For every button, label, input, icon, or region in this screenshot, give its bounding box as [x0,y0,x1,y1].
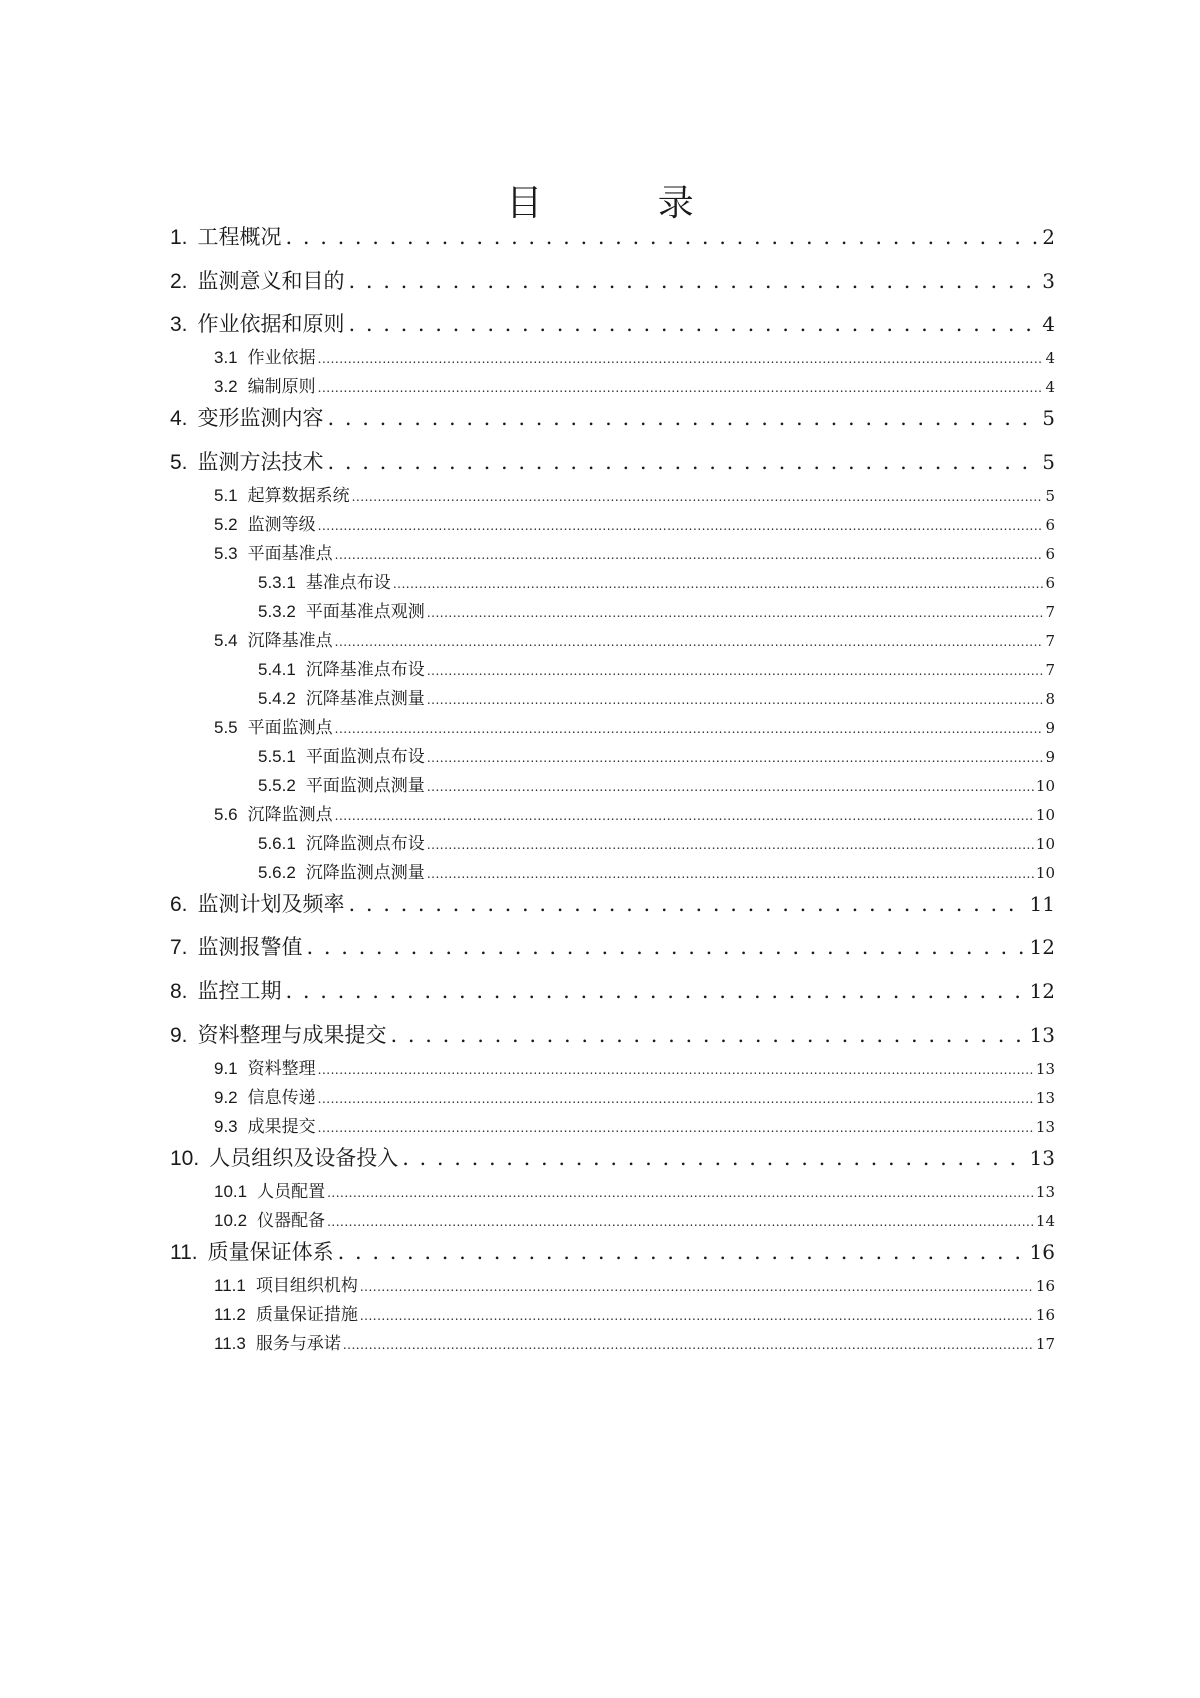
toc-entry-title: 沉降监测点布设 [305,833,425,854]
toc-entry[interactable] [170,773,1055,799]
toc-entry-title: 沉降监测点测量 [305,862,425,883]
toc-entry-title: 作业依据和原则 [197,312,345,337]
toc-entry-title: 作业依据 [247,348,316,369]
toc-entry[interactable] [170,308,1055,340]
toc-entry-title: 沉降监测点 [247,804,333,825]
toc-entry-page-number: 16 [1035,1305,1055,1324]
toc-entry-title: 质量保证措施 [255,1304,358,1325]
toc-entry-page-number: 16 [1035,1276,1055,1295]
toc-entry-number: 3. [170,313,188,337]
toc-entry-number: 11.1 [214,1275,246,1295]
toc-entry-title: 资料整理与成果提交 [197,1022,387,1047]
toc-entry-number: 5.6.2 [258,862,296,882]
toc-dot-leader [427,657,1044,684]
toc-entry-title: 平面基准点观测 [305,601,425,622]
toc-entry-number: 11. [170,1240,198,1264]
toc-entry[interactable] [170,1085,1055,1111]
toc-entry-number: 5.3.2 [258,601,296,621]
toc-entry-page-number: 3 [1042,268,1055,293]
toc-dot-leader [286,221,1039,253]
toc-entry-number: 5. [170,450,188,474]
toc-entry-page-number: 10 [1035,863,1055,882]
toc-dot-leader [427,744,1044,771]
toc-entry-number: 5.5.1 [258,746,296,766]
toc-entry[interactable] [170,1302,1055,1328]
toc-dot-leader [318,1056,1034,1083]
toc-dot-leader [349,265,1039,297]
toc-entry-number: 9.3 [214,1116,238,1136]
toc-entry-title: 监测报警值 [197,935,303,960]
toc-entry-page-number: 17 [1035,1334,1055,1353]
toc-entry-page-number: 11 [1029,891,1055,916]
toc-entry-page-number: 12 [1029,979,1055,1003]
toc-dot-leader [335,802,1034,829]
toc-dot-leader [318,1114,1034,1141]
toc-entry-page-number: 13 [1035,1088,1055,1107]
toc-entry-title: 信息传递 [247,1087,316,1108]
toc-entry-page-number: 6 [1045,544,1055,563]
toc-entry-page-number: 4 [1045,349,1055,368]
toc-entry-number: 11.2 [214,1304,246,1324]
toc-dot-leader [327,1179,1034,1206]
toc-dot-leader [343,1331,1034,1358]
toc-dot-leader [307,931,1026,963]
toc-entry[interactable] [170,931,1055,963]
toc-entry[interactable] [170,345,1055,371]
toc-entry-page-number: 13 [1035,1059,1055,1078]
toc-dot-leader [427,686,1044,713]
toc-entry-page-number: 9 [1045,718,1055,737]
toc-entry-number: 5.4.1 [258,659,296,679]
toc-dot-leader [427,831,1034,858]
toc-dot-leader [360,1273,1034,1300]
toc-entry-number: 5.4 [214,630,238,650]
toc-dot-leader [335,715,1044,742]
toc-entry-number: 5.5 [214,717,238,737]
toc-entry-number: 1. [170,226,188,249]
toc-entry-number: 10.1 [214,1181,248,1201]
toc-entry[interactable] [170,446,1055,478]
toc-entry[interactable] [170,1236,1055,1268]
toc-entry-title: 平面监测点测量 [305,775,425,796]
toc-entry[interactable] [170,657,1055,683]
toc-entry[interactable] [170,802,1055,828]
toc-entry-page-number: 6 [1045,515,1055,534]
toc-entry-title: 项目组织机构 [255,1275,358,1296]
toc-dot-leader [427,773,1034,800]
toc-entry[interactable] [170,512,1055,538]
toc-entry-title: 平面基准点 [247,543,333,564]
toc-entry[interactable] [170,831,1055,857]
toc-entry-number: 8. [170,980,188,1003]
toc-entry-number: 5.6.1 [258,833,296,853]
toc-entry-title: 沉降基准点测量 [305,688,425,709]
toc-entry[interactable] [170,265,1055,297]
toc-dot-leader [335,628,1044,655]
toc-dot-leader [318,345,1044,372]
toc-entry[interactable] [170,1208,1055,1234]
toc-entry[interactable] [170,483,1055,509]
toc-entry-number: 5.1 [214,485,238,505]
toc-entry-title: 质量保证体系 [207,1239,334,1264]
toc-entry-page-number: 8 [1045,689,1055,708]
toc-entry-number: 5.3 [214,543,238,563]
toc-dot-leader [328,402,1039,434]
toc-entry-number: 5.3.1 [258,572,296,592]
toc-entry-title: 成果提交 [247,1116,316,1137]
toc-entry[interactable] [170,1114,1055,1140]
toc-entry[interactable] [170,1331,1055,1357]
toc-entry-page-number: 12 [1029,935,1055,960]
toc-dot-leader [360,1302,1034,1329]
toc-entry-title: 人员组织及设备投入 [209,1145,399,1170]
toc-entry-page-number: 4 [1045,378,1055,397]
toc-entry[interactable] [170,570,1055,596]
toc-dot-leader [391,1019,1026,1051]
toc-entry[interactable] [170,888,1055,920]
toc-entry-number: 6. [170,892,188,916]
toc-dot-leader [427,599,1044,626]
toc-dot-leader [352,483,1044,510]
toc-dot-leader [327,1208,1034,1235]
toc-entry-page-number: 13 [1035,1182,1055,1201]
toc-entry-number: 9.1 [214,1058,238,1078]
toc-entry[interactable] [170,686,1055,712]
toc-entry[interactable] [170,1019,1055,1051]
toc-entry-page-number: 7 [1045,660,1055,679]
toc-entry-page-number: 4 [1042,312,1055,337]
toc-entry-number: 5.4.2 [258,688,296,708]
toc-entry-title: 变形监测内容 [197,406,324,431]
toc-entry[interactable] [170,221,1055,253]
toc-dot-leader [427,860,1034,887]
toc-entry-page-number: 2 [1042,225,1055,249]
toc-entry-title: 监控工期 [197,979,282,1003]
toc-entry-title: 监测计划及频率 [197,891,345,916]
toc-entry-page-number: 13 [1029,1145,1055,1170]
toc-entry-page-number: 14 [1035,1211,1055,1230]
toc-entry-number: 5.5.2 [258,775,296,795]
toc-entry-title: 服务与承诺 [255,1333,341,1354]
toc-dot-leader [335,541,1044,568]
toc-entry[interactable] [170,975,1055,1007]
toc-entry-title: 编制原则 [247,377,316,398]
toc-entry-number: 5.6 [214,804,238,824]
toc-entry[interactable] [170,1056,1055,1082]
toc-entry-title: 监测等级 [247,514,316,535]
toc-entry-page-number: 10 [1035,805,1055,824]
toc-entry-title: 沉降基准点 [247,630,333,651]
toc-entry-number: 2. [170,269,188,293]
page-title: 目 录 [506,183,746,224]
toc-entry-page-number: 7 [1045,631,1055,650]
toc-entry-title: 工程概况 [197,225,282,249]
toc-dot-leader [402,1142,1025,1174]
toc-dot-leader [318,374,1044,401]
toc-entry[interactable] [170,744,1055,770]
toc-entry-title: 起算数据系统 [247,485,350,506]
toc-entry-page-number: 5 [1045,486,1055,505]
toc-entry-page-number: 16 [1029,1239,1055,1264]
toc-entry[interactable] [170,628,1055,654]
toc-dot-leader [286,975,1026,1007]
toc-entry[interactable] [170,1273,1055,1299]
toc-entry[interactable] [170,860,1055,886]
toc-entry[interactable] [170,374,1055,400]
toc-entry-page-number: 10 [1035,776,1055,795]
toc-dot-leader [318,512,1044,539]
toc-dot-leader [349,308,1039,340]
toc-entry-title: 仪器配备 [257,1210,326,1231]
toc-entry-title: 人员配置 [257,1181,326,1202]
toc-entry-page-number: 5 [1042,449,1055,474]
toc-entry-title: 平面监测点布设 [305,746,425,767]
toc-entry[interactable] [170,599,1055,625]
toc-entry-number: 9. [170,1023,188,1047]
toc-entry-page-number: 7 [1045,602,1055,621]
toc-entry-number: 11.3 [214,1333,246,1353]
toc-entry[interactable] [170,1179,1055,1205]
toc-entry[interactable] [170,715,1055,741]
toc-entry-page-number: 6 [1045,573,1055,592]
toc-dot-leader [349,888,1026,920]
toc-entry-page-number: 5 [1042,406,1055,431]
toc-dot-leader [318,1085,1034,1112]
toc-dot-leader [338,1236,1026,1268]
toc-entry-title: 沉降基准点布设 [305,659,425,680]
toc-entry-number: 5.2 [214,514,238,534]
toc-dot-leader [393,570,1044,597]
toc-entry-number: 3.1 [214,348,238,368]
toc-entry[interactable] [170,541,1055,567]
toc-entry-page-number: 9 [1045,747,1055,766]
toc-entry-title: 监测意义和目的 [197,268,345,293]
toc-entry-page-number: 13 [1029,1022,1055,1047]
toc-entry[interactable] [170,402,1055,434]
toc-entry[interactable] [170,1142,1055,1174]
toc-entry-number: 10. [170,1146,200,1170]
toc-entry-title: 基准点布设 [305,572,391,593]
toc-entry-title: 平面监测点 [247,717,333,738]
toc-entry-number: 9.2 [214,1087,238,1107]
toc-entry-page-number: 10 [1035,834,1055,853]
toc-entry-title: 监测方法技术 [197,449,324,474]
toc-entry-number: 10.2 [214,1210,248,1230]
toc-entry-page-number: 13 [1035,1117,1055,1136]
toc-entry-number: 4. [170,407,188,431]
toc-entry-number: 7. [170,936,188,960]
toc-entry-title: 资料整理 [247,1058,316,1079]
toc-entry-number: 3.2 [214,377,238,397]
toc-dot-leader [328,446,1039,478]
